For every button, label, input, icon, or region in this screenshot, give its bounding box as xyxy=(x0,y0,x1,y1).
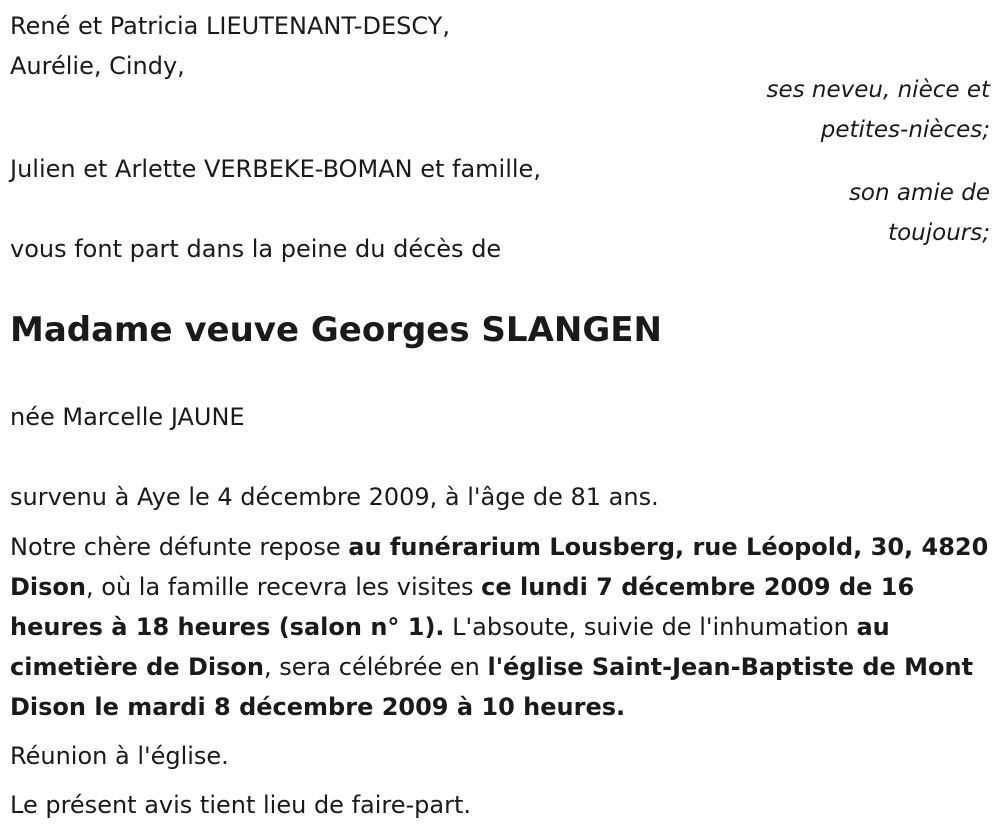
funerarium-address: au funérarium Lousberg, rue Léopold, 30, 4820 Dison xyxy=(10,533,989,601)
family2-relation-line2: toujours; xyxy=(888,220,990,246)
family1-names: René et Patricia LIEUTENANT-DESCY, xyxy=(10,12,450,40)
family2-relation-line1: son amie de xyxy=(848,180,990,206)
details-text-3: L'absoute, suivie de l'inhumation xyxy=(444,613,857,641)
birth-name: née Marcelle JAUNE xyxy=(10,403,245,431)
funeral-details xyxy=(10,527,995,727)
visit-schedule: ce lundi 7 décembre 2009 de 16 heures à 18 heures (salon n° 1). xyxy=(10,573,915,641)
deceased-name: Madame veuve Georges SLANGEN xyxy=(10,310,662,350)
details-text-2: , où la famille recevra les visites xyxy=(86,573,482,601)
announcement-text: vous font part dans la peine du décès de xyxy=(10,235,502,263)
church-ceremony: l'église Saint-Jean-Baptiste de Mont Dison le mardi 8 décembre 2009 à 10 heures. xyxy=(10,653,974,721)
meeting-text: Réunion à l'église. xyxy=(10,742,229,770)
notice-text: Le présent avis tient lieu de faire-part. xyxy=(10,791,472,819)
family1-relation-line2: petites-nièces; xyxy=(820,117,990,143)
details-text-4: , sera célébrée en xyxy=(264,653,488,681)
cemetery: au cimetière de Dison xyxy=(10,613,890,681)
death-info: survenu à Aye le 4 décembre 2009, à l'âge de 81 ans. xyxy=(10,483,659,511)
details-text-1: Notre chère défunte repose xyxy=(10,533,349,561)
family2-names: Julien et Arlette VERBEKE-BOMAN et famille, xyxy=(10,155,541,183)
family1-relation-line1: ses neveu, nièce et xyxy=(766,77,990,103)
family1-children: Aurélie, Cindy, xyxy=(10,52,185,80)
